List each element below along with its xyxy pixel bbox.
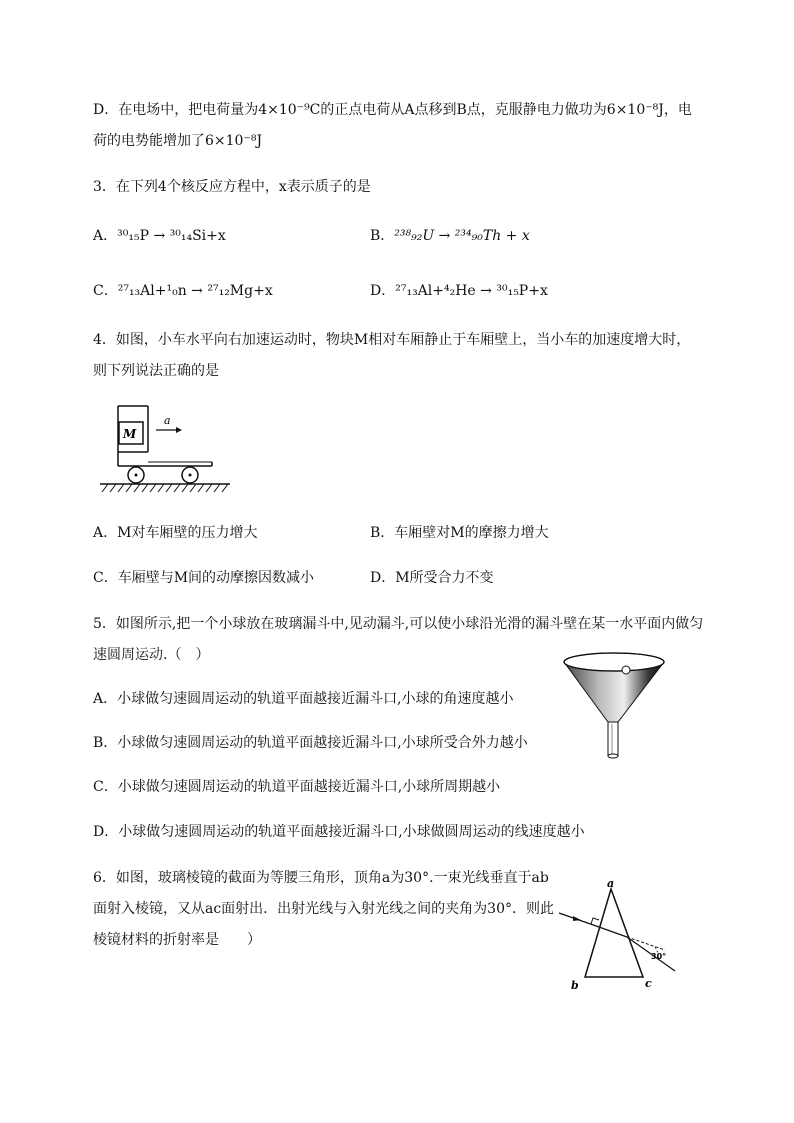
q5-option-b: B．小球做匀速圆周运动的轨道平面越接近漏斗口,小球所受合外力越小	[93, 735, 528, 751]
angle-label: 30°	[651, 952, 667, 961]
q6-stem-line2: 面射入棱镜，又从ac面射出．出射光线与入射光线之间的夹角为30°．则此	[93, 901, 555, 917]
prism	[585, 889, 643, 977]
q4-option-d: D．M所受合力不变	[370, 570, 494, 586]
q3-option-b-label: B．	[370, 228, 395, 244]
q3-option-a	[93, 226, 226, 246]
prev-option-d-line1: D．在电场中，把电荷量为4×10⁻⁹C的正点电荷从A点移到B点，克服静电力做功为6×10⁻⁸J，电	[93, 102, 692, 118]
q3-option-d-formula: ²⁷₁₃Al+⁴₂He → ³⁰₁₅P+x	[395, 283, 548, 299]
q3-option-b	[370, 226, 530, 246]
q5-stem-line2: 速圆周运动.（ ）	[93, 647, 210, 663]
q3-option-b-formula: ²³⁸₉₂U → ²³⁴₉₀Th + x	[394, 228, 530, 244]
funnel-figure	[560, 650, 670, 762]
q5-option-d: D．小球做匀速圆周运动的轨道平面越接近漏斗口,小球做圆周运动的线速度越小	[93, 824, 585, 840]
q4-stem-line1: 4．如图，小车水平向右加速运动时，物块M相对车厢静止于车厢壁上，当小车的加速度增大时，	[93, 332, 691, 348]
q3-option-a-label: A．	[93, 228, 118, 244]
prism-figure	[555, 875, 685, 995]
vertex-a-label: a	[607, 877, 615, 890]
q3-option-a-formula: ³⁰₁₅P → ³⁰₁₄Si+x	[117, 228, 226, 244]
q5-option-a: A．小球做匀速圆周运动的轨道平面越接近漏斗口,小球的角速度越小	[93, 691, 514, 707]
q3-option-c-label: C．	[93, 283, 118, 299]
q5-option-c: C．小球做匀速圆周运动的轨道平面越接近漏斗口,小球所周期越小	[93, 779, 501, 795]
ball	[622, 666, 630, 674]
vertex-c-label: c	[645, 977, 652, 990]
q4-option-c: C．车厢壁与M间的动摩擦因数减小	[93, 570, 315, 586]
vertex-b-label: b	[571, 979, 579, 992]
q3-option-c-formula: ²⁷₁₃Al+¹₀n → ²⁷₁₂Mg+x	[117, 283, 273, 299]
q4-option-b: B．车厢壁对M的摩擦力增大	[370, 525, 549, 541]
cart-figure	[96, 402, 236, 502]
q6-stem-line3: 棱镜材料的折射率是 ）	[93, 932, 261, 948]
q4-stem-line2: 则下列说法正确的是	[93, 363, 219, 379]
q3-option-d-label: D．	[370, 283, 396, 299]
q3-option-d	[370, 281, 548, 301]
block-m-label: M	[123, 427, 137, 441]
q3-stem: 3．在下列4个核反应方程中，x表示质子的是	[93, 179, 371, 195]
prev-option-d-line2: 荷的电势能增加了6×10⁻⁸J	[93, 133, 263, 149]
q6-stem-line1: 6．如图，玻璃棱镜的截面为等腰三角形，顶角a为30°.一束光线垂直于ab	[93, 870, 549, 886]
ground-hatch	[102, 484, 228, 492]
q4-option-a: A．M对车厢壁的压力增大	[93, 525, 258, 541]
accel-label: a	[164, 414, 171, 427]
q3-option-c	[93, 281, 273, 301]
q5-stem-line1: 5．如图所示,把一个小球放在玻璃漏斗中,见动漏斗,可以使小球沿光滑的漏斗壁在某一水平面内做匀	[93, 616, 704, 632]
